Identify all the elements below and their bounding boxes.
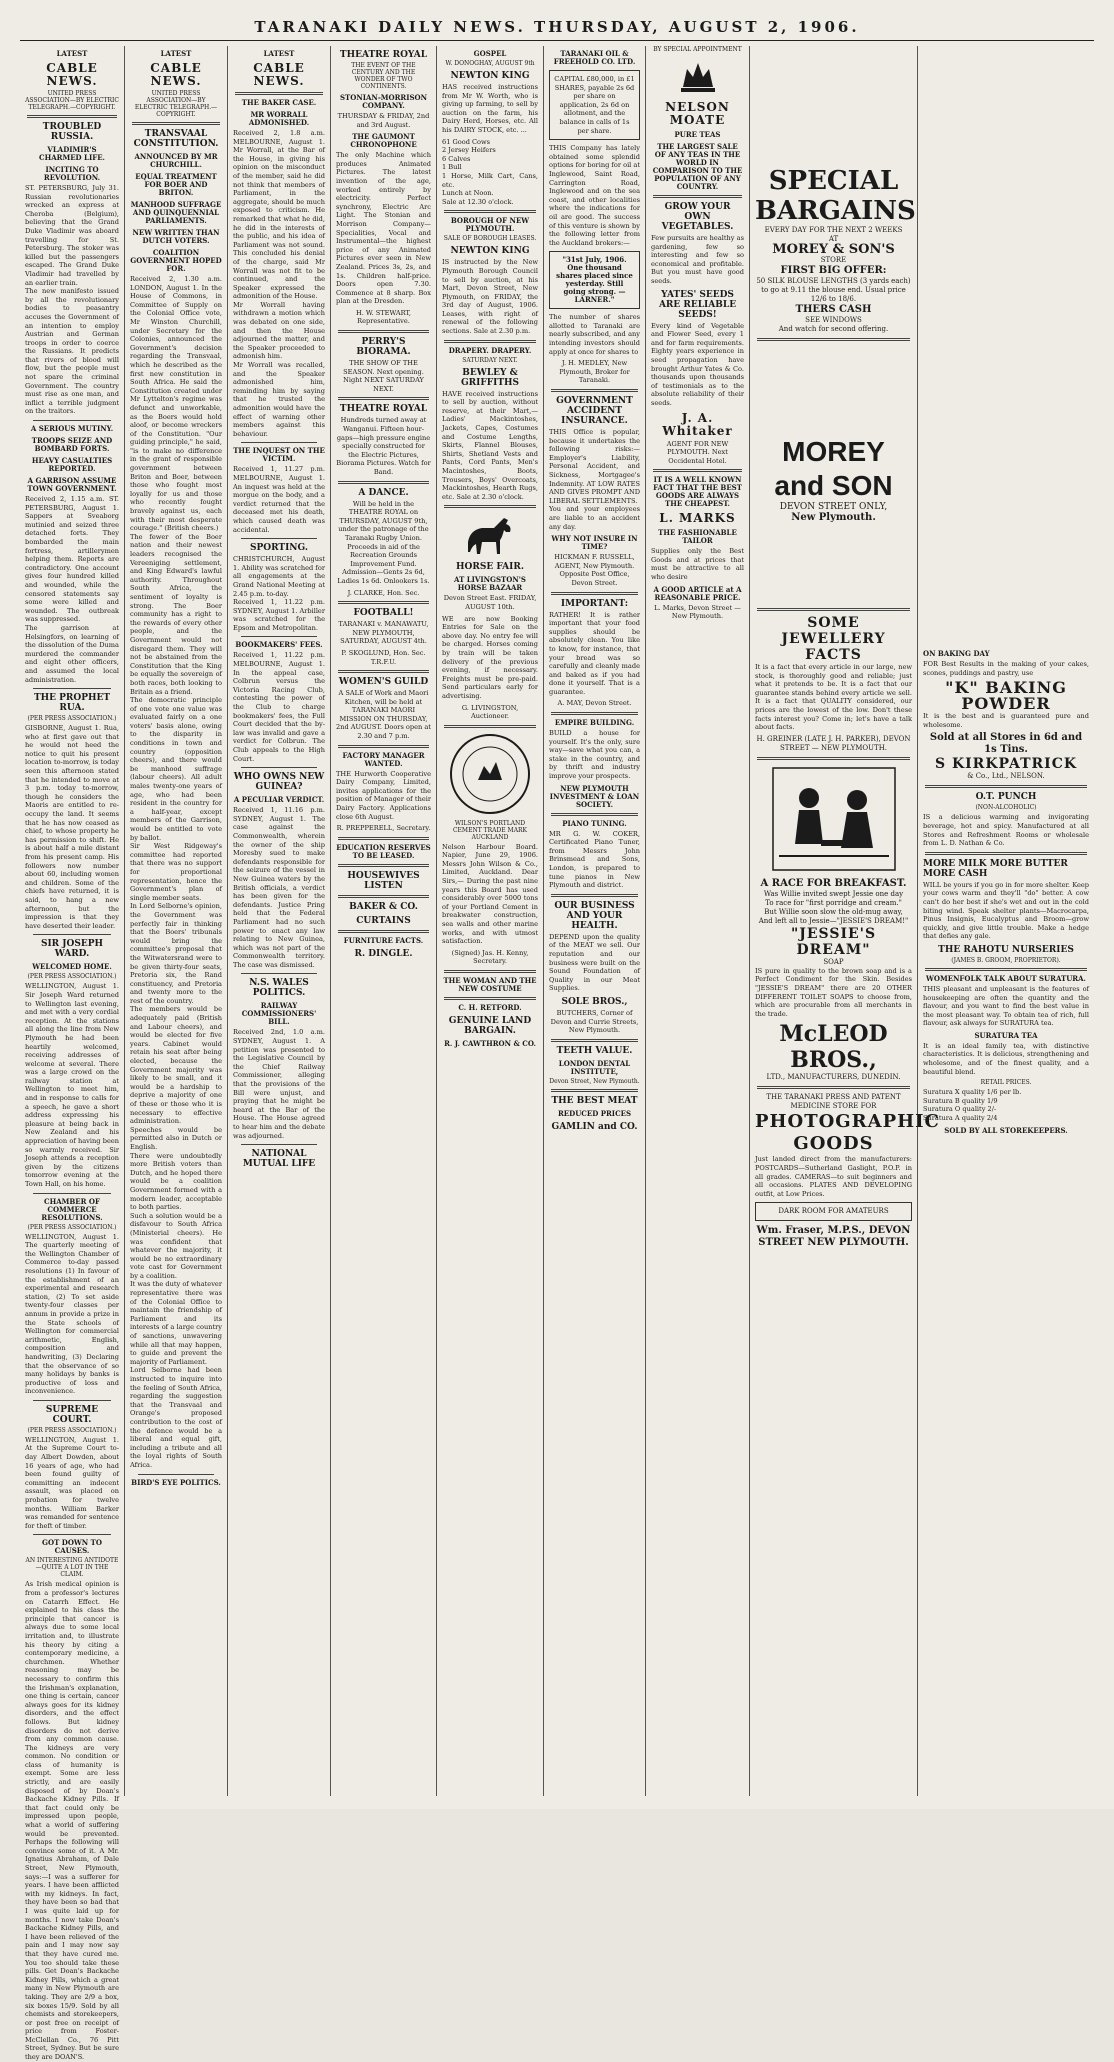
column-7	[646, 46, 750, 1796]
col2-sub: UNITED PRESS ASSOCIATION—BY ELECTRIC TELEGRAPH.—COPYRIGHT.	[134, 90, 218, 118]
col3-h7: NATIONAL MUTUAL LIFE	[242, 1149, 316, 1170]
col9-h7b: SURATURA TEA	[974, 1030, 1038, 1040]
col4-h4: A DANCE.	[358, 487, 409, 498]
col3-h3: SPORTING.	[249, 543, 309, 554]
divider	[27, 115, 117, 118]
col6-p7: DEPEND upon the quality of the MEAT we sell. Our reputation and our business were built on the Sound Foundation of Quality in our Meat Supplies.	[549, 932, 643, 993]
col6-s2: WHY NOT INSURE IN TIME?	[551, 534, 638, 552]
col6-h3: IMPORTANT:	[560, 598, 629, 609]
col5-s4: AT LIVINGSTON'S HORSE BAZAAR	[454, 575, 526, 593]
divider	[925, 968, 1087, 971]
col6-h4: EMPIRE BUILDING.	[554, 718, 635, 728]
col1-p1: ST. PETERSBURG, July 31. Russian revolutionaries wrecked an express at Cheroba (Belgium), believing that the Grand Duke Vladimir was aboard travelling for St. Petersburg. The stoker was killed but the passengers escaped. The Grand Duke Vladimir had travelled by an earlier train. The new manifesto issued by all the revolutionary bodies to peasantry accuses the Government of an intention to employ Austrian and German troops in order to coerce the Russians. It predicts that rivers of blood will flow, but the people must not spare the criminal Government. The country must rise as one man, and inflict a terrible judgment on the traitors.	[25, 184, 119, 416]
col6-h1: TARANAKI OIL & FREEHOLD CO. LTD.	[553, 49, 636, 66]
col5-p4: Devon Street East. FRIDAY, AUGUST 10th.	[443, 594, 539, 611]
col6-h7: OUR BUSINESS AND YOUR HEALTH.	[554, 900, 635, 931]
col8-p7: IS pure in quality to the brown soap and is a Perfect Condiment for the Skin. Besides "JESSIE'S DREAM" there are 20 OTHER DIFFERENT TOILET SOAPS to choose from, which are procurable from all merchants in the trade.	[755, 966, 915, 1018]
col7-p6: Supplies only the Best Goods and at prices that must be attractive to all who desire	[651, 547, 747, 582]
col4-h1c: THE GAUMONT CHRONOPHONE	[350, 132, 417, 150]
col6-sig2: HICKMAN F. RUSSELL, AGENT, New Plymouth. Opposite Post Office, Devon Street.	[554, 553, 637, 587]
col5-s2: SALE OF BOROUGH LEASES.	[443, 235, 537, 243]
column-4	[331, 46, 437, 1796]
col4-sig5: P. SKOGLUND, Hon. Sec. T.R.F.U.	[341, 648, 428, 666]
divider	[338, 895, 429, 898]
col5-sig5: (Signed) Jas. H. Kenny, Secretary.	[451, 948, 531, 966]
col1-kicker: LATEST	[56, 49, 88, 58]
blank-space	[755, 46, 912, 166]
col8-s4: DEVON STREET ONLY,	[779, 502, 888, 512]
col4-p7: THE Hurworth Cooperative Dairy Company, Limited, invites applications for the position of Manager of their Dairy Factory. Applications close 6th August.	[336, 769, 434, 821]
divider	[235, 92, 323, 95]
col6-h9: LONDON DENTAL INSTITUTE,	[558, 1058, 631, 1076]
col8-sig9: Wm. Fraser, M.P.S., DEVON STREET NEW PLYMOUTH.	[756, 1225, 911, 1249]
masthead: TARANAKI DAILY NEWS. THURSDAY, AUGUST 2, 1906.	[254, 18, 860, 36]
col7-seal-note: BY SPECIAL APPOINTMENT	[653, 46, 742, 53]
col1-s5: (PER PRESS ASSOCIATION.)	[27, 1223, 117, 1231]
col8-p6: Was Willie invited swept Jessie one day To race for "first porridge and cream." But Willie soon slow the old-mug away, And left all to Jessie—"JESSIE'S DREAM!"	[758, 889, 909, 925]
divider	[925, 785, 1087, 788]
divider	[33, 1534, 111, 1535]
col9-sig7: SOLD BY ALL STOREKEEPERS.	[944, 1125, 1068, 1135]
col2-s1: ANNOUNCED BY MR CHURCHILL.	[134, 152, 218, 169]
col4-h5: FOOTBALL!	[353, 608, 414, 619]
col8-h3: THERS CASH	[795, 304, 872, 315]
divider	[241, 538, 317, 539]
col5-p4b: WE are now Booking Entries for Sale on the above day. No entry fee will be charged. Horses coming by train will be taken delivery of the previous evening, if necessary. Freights must be pre-paid. Send particulars early for advertising.	[442, 614, 541, 700]
col8-s1b: STORE	[820, 256, 847, 264]
col5-p2: IS instructed by the New Plymouth Borough Council to sell by auction, at his Mart, Devon Street, New Plymouth, on FRIDAY, the 3rd day of August, 1906. Leases, with right of renewal of the following sections. Sale at 2.30 p.m.	[442, 258, 541, 336]
col7-p1: THE LARGEST SALE OF ANY TEAS IN THE WORLD IN COMPARISON TO THE POPULATION OF ANY COUNTRY.	[652, 142, 743, 191]
col9-h1: ON BAKING DAY	[923, 649, 990, 658]
col6-sig1: J. H. MEDLEY, New Plymouth, Broker for Taranaki.	[559, 359, 632, 385]
col3-h5: WHO OWNS NEW GUINEA?	[233, 772, 325, 793]
divider	[444, 725, 536, 728]
col9-p4: IS a delicious warming and invigorating beverage, hot and spicy. Manufactured at all Stores and Refreshment Rooms or wholesale from L. D. Nathan & Co.	[923, 813, 1092, 848]
col7-h2: GROW YOUR OWN VEGETABLES.	[661, 202, 734, 232]
col1-title: CABLE NEWS.	[46, 61, 98, 88]
col3-p6: Received 2nd, 1.0 a.m. SYDNEY, August 1. A petition was presented to the Legislative Council by the Chief Railway Commissioner, alleging that the provisions of the Bill were unjust, and praying that he might be heard at the Bar of the House. The House agreed to hear him and the debate was adjourned.	[233, 1028, 328, 1140]
col8-h9c: DARK ROOM FOR AMATEURS	[755, 1202, 912, 1221]
col1-h6: SUPREME COURT.	[45, 1404, 99, 1425]
col9-h4: O.T. PUNCH	[975, 792, 1037, 803]
divider	[757, 757, 910, 760]
column-3	[228, 46, 331, 1796]
divider	[338, 397, 429, 400]
col6-h10b: REDUCED PRICES	[557, 1108, 632, 1118]
blank-space	[755, 524, 912, 604]
divider	[33, 688, 111, 689]
col6-sig10: GAMLIN and CO.	[551, 1121, 638, 1132]
col1-p7: As Irish medical opinion is from a professor's lectures on Catarrh Effect. He explained to his class the principle that cancer is always due to some local irritation and, to illustrate his theory by citing a contemporary medicine, a churchmen. Whether reasoning may be necessary to confirm this the Irishman's explanation, one thing is certain, cancer always goes for its kidney disorders, and the effect follows. But kidney disorders do not derive from any common cause. The kidneys are very common. No condition or class of humanity is exempt. Some are less strictly, and are easily disposed of by Doan's Backache Kidney Pills. If that fact could only be impressed upon people, what a world of suffering would be prevented. Perhaps the following will convince some of it. A Mr. Ignatius Abraham, of Dale Street, New Plymouth, says:—I was a sufferer for years. I have been afflicted with my kidneys. In fact, they have been so bad that I was quite laid up for months. I now take Doan's Backache Kidney Pills, and I have been relieved of the pain and I may now say that they have cured me. You too should take these pills. Get Doan's Backache Kidney Pills, which a great many in New Plymouth are taking. They are 2/9 a box, six boxes 15/9. Sold by all chemists and storekeepers, or post free on receipt of price from Foster-McClellan Co., 76 Pitt Street, Sydney. But be sure they are DOAN'S.	[25, 1580, 122, 2062]
col6-quote: "31st July, 1906. One thousand shares placed since yesterday. Still going strong. —LARNER."	[549, 251, 640, 309]
col1-s7: AN INTERESTING ANTIDOTE—QUITE A LOT IN THE CLAIM.	[25, 1557, 119, 1579]
divider	[653, 195, 742, 198]
col3-s1: MR WORRALL ADMONISHED.	[248, 110, 310, 127]
col8-s7: SOAP	[823, 957, 844, 966]
col6-p6: MR G. W. COKER, Certificated Piano Tuner, from Messrs John Brinsmead and Sons, London, is prepared to tune pianos in New Plymouth and district.	[549, 829, 643, 890]
divider	[551, 592, 638, 595]
col2-s1d: NEW WRITTEN THAN DUTCH VOTERS.	[132, 228, 220, 245]
col4-h8: EDUCATION RESERVES TO BE LEASED.	[336, 842, 431, 860]
col7-h6: L. MARKS	[659, 511, 736, 526]
col6-h6: PIANO TUNING.	[562, 818, 627, 828]
divider	[33, 420, 111, 421]
col9-p1: FOR Best Results in the making of your cakes, scones, puddings and pastry, use	[923, 660, 1092, 677]
col3-kicker: LATEST	[263, 49, 295, 58]
col4-p1b: The only Machine which produces Animated Pictures. The latest invention of the age, worked entirely by electricity. Perfect synchrony, Electric Arc Light. The Stonian and Morrison Company—Specialities, Vocal and Instrumental—the highest price of any Animated Pictures ever seen in New Zealand. Prices 3s, 2s, and 1s. Children half-price. Doors open 7.30. Commence at 8 sharp. Box plan at the Dresden.	[336, 151, 434, 306]
divider	[241, 1144, 317, 1145]
col9-h5: MORE MILK MORE BUTTER MORE CASH	[923, 858, 1068, 879]
col4-sig1: H. W. STEWART, Representative.	[355, 308, 414, 326]
col7-h1: NELSON MOATE	[665, 100, 730, 127]
col6-s9: Devon Street, New Plymouth.	[549, 1077, 640, 1085]
col9-p7b: It is an ideal family tea, with distinctive characteristics. It is delicious, strengthening and wholesome, and of the finest quality, and a beautiful blend.	[923, 1041, 1092, 1076]
col8-s3: SEE WINDOWS	[805, 316, 862, 324]
col4-h9: HOUSEWIVES LISTEN	[347, 870, 420, 891]
col3-p1: Received 2, 1.8 a.m. MELBOURNE, August 1. Mr Worrall, at the Bar of the House, in giving his opinion on the misconduct of the member, said he did not think that members of Parliament, in the aggregate, should be much exposed to criticism. He remarked that what he did, he did in the interests of the public, and his idea of Parliament was not sound. This concluded his denial of the charge, said Mr Worrall was not fit to be continued, and the Speaker expressed the admonition of the House. Mr Worrall having withdrawn a motion which was debated on one side, and then the House adjourned the matter, and the Speaker proceeded to admonish him. Mr Worrall was recalled, and the Speaker admonished him, reminding him by saying that he trusted the admonition would have the effect of warning other members against this behaviour.	[233, 129, 325, 438]
col6-p1c: The number of shares allotted to Taranaki are nearly subscribed, and any intending investors should apply at once for shares to	[549, 313, 643, 356]
divider	[338, 930, 429, 933]
col3-h2: THE INQUEST ON THE VICTIM.	[233, 446, 325, 464]
col4-p5: TARANAKI v. MANAWATU, NEW PLYMOUTH, SATURDAY, AUGUST 4th.	[338, 620, 431, 646]
col9-p7c: Suratura X quality 1/6 per lb. Suratura B quality 1/9 Suratura O quality 2/- Suratura A quality 2/4	[923, 1088, 1022, 1123]
col8-p1: EVERY DAY FOR THE NEXT 2 WEEKS	[764, 226, 903, 234]
column-9	[918, 46, 1094, 1796]
divider	[338, 601, 429, 604]
divider	[444, 210, 536, 213]
col4-sig4: J. CLARKE, Hon. Sec.	[347, 588, 420, 597]
col9-s7: RETAIL PRICES.	[980, 1079, 1032, 1087]
col2-s1c: MANHOOD SUFFRAGE AND QUINQUENNIAL PARLIAMENTS.	[130, 200, 222, 225]
col9-s4: (NON-ALCOHOLIC)	[975, 804, 1037, 812]
col4-h10b: CURTAINS	[356, 915, 411, 926]
col6-p7b: BUTCHERS, Corner of Devon and Currie Streets, New Plymouth.	[550, 1008, 641, 1035]
col3-s5: A PECULIAR VERDICT.	[233, 795, 325, 805]
col1-s4: WELCOMED HOME.	[32, 962, 112, 972]
col8-p9: Just landed direct from the manufacturers: POSTCARDS—Sutherland Gaslight, P.O.P. in all grades. CAMERAS—to suit beginners and all occasions. PLATES AND DEVELOPING outfit, at Low Prices.	[755, 1155, 915, 1198]
col8-h9b: PHOTOGRAPHIC GOODS	[755, 1111, 940, 1155]
col1-s2c: A GARRISON ASSUME TOWN GOVERNMENT.	[27, 476, 117, 494]
cement-trade-mark-seal-icon	[448, 732, 532, 816]
col4-s1: THE EVENT OF THE CENTURY AND THE WONDER OF TWO CONTINENTS.	[351, 62, 416, 90]
divider	[241, 442, 317, 443]
divider	[551, 894, 638, 897]
divider	[925, 852, 1087, 855]
col8-s1: AT	[828, 235, 839, 243]
col5-h2b: NEWTON KING	[450, 246, 530, 257]
col4-h6: WOMEN'S GUILD	[338, 677, 429, 688]
col9-h3: S KIRKPATRICK	[934, 756, 1078, 773]
col3-title: CABLE NEWS.	[253, 61, 305, 88]
col6-h5: NEW PLYMOUTH INVESTMENT & LOAN SOCIETY.	[549, 783, 640, 809]
divider	[241, 973, 317, 974]
divider	[33, 1193, 111, 1194]
col8-h8: McLEOD BROS.,	[779, 1021, 888, 1074]
divider	[444, 970, 536, 973]
col2-s1e: COALITION GOVERNMENT HOPED FOR.	[130, 248, 222, 273]
col5-p1b: 61 Good Cows 2 Jersey Heifers 6 Calves 1 Bull 1 Horse, Milk Cart, Cans, etc. Lunch at Noon. Sale at 12.30 o'clock.	[442, 137, 538, 206]
col1-p4: WELLINGTON, August 1. Sir Joseph Ward returned to Wellington last evening, and met with a very cordial reception. At the stations all along the line from New Plymouth he had been heartily welcomed, receiving addresses of welcome at several. There was a large crowd on the railway station at Wellington to meet him, and in response to calls for a speech, he gave a short address expressing his pleasure at being back in New Zealand and his appreciation of having been so warmly received. Sir Joseph attends a reception given by the citizens tomorrow evening at the Town Hall, on his home.	[25, 982, 122, 1188]
col1-p2: Received 2, 1.15 a.m. ST. PETERSBURG, August 1. Sappers at Sveaborg mutinied and seized three detached forts. They bombarded the main fortress, artillerymen helping them. Reports are contradictory. One account gives four hundred killed and wounded, while the censored statements say some were killed and wounded. The outbreak was suppressed. The garrison at Helsingfors, on learning of the dissolution of the Duma murdered the commander and eight other officers, and assumed the local administration.	[25, 495, 119, 684]
col8-h7: "JESSIE'S DREAM"	[790, 925, 877, 958]
column-8	[750, 46, 940, 1796]
divider	[757, 338, 910, 341]
col3-s6: RAILWAY COMMISSIONERS' BILL.	[241, 1001, 317, 1027]
col8-h1b: MOREY & SON'S	[772, 242, 895, 257]
col5-p5: Nelson Harbour Board. Napier, June 29, 1906. Messrs John Wilson & Co., Limited, Auckland. Dear Sirs,— During the past nine years this Board has used considerably over 5000 tons of your Portland Cement in breakwater construction, sea walls and other marine works, and with utmost satisfaction.	[442, 842, 541, 946]
divider	[338, 837, 429, 840]
columns	[20, 46, 1094, 2062]
col1-h3: THE PROPHET RUA.	[33, 693, 111, 714]
divider	[551, 712, 638, 715]
col5-p3: HAVE received instructions to sell by auction, without reserve, at their Mart,— Ladies' Mackintoshes, Jackets, Capes, Costumes and Costume Lengths, Skirts, Flannel Blouses, Shirts, Shetland Vests and Pants, Cord Pants, Men's Macintoshes, Boots, Trousers, Boys' Overcoats, Mackintoshes, Hearth Rugs, etc. Sale at 2.30 o'clock.	[442, 389, 541, 501]
col1-h2: A SERIOUS MUTINY.	[30, 424, 114, 434]
col6-h8: TEETH VALUE.	[556, 1045, 633, 1056]
masthead-rule	[20, 40, 1094, 41]
col9-p2: It is the best and is guaranteed pure and wholesome.	[923, 712, 1092, 729]
col5-h3: DRAPERY. DRAPERY.	[448, 345, 532, 355]
royal-crest-icon	[673, 57, 723, 97]
col1-p5: WELLINGTON, August 1. The quarterly meeting of the Wellington Chamber of Commerce to-day passed resolutions (1) In favour of the establishment of an experimental and research station, (2) To set aside twenty-four classes per annum in provide a prize in the State schools of Wellington for commercial arithmetic, English, composition and handwriting, (3) Declaring that the observance of so many holidays by banks is productive of loss and inconvenience.	[25, 1232, 122, 1396]
col4-h7: FACTORY MANAGER WANTED.	[342, 750, 425, 768]
col6-h10: THE BEST MEAT	[551, 1095, 638, 1106]
divider	[241, 767, 317, 768]
col6-p1: CAPITAL £80,000, in £1 SHARES, payable 2s 6d per share on application, 2s 6d on allotment, and the balance in calls of 1s per share.	[549, 70, 640, 140]
divider	[33, 1400, 111, 1401]
horse-icon	[460, 512, 520, 558]
col9-h6: THE RAHOTU NURSERIES	[938, 944, 1074, 955]
col2-title: CABLE NEWS.	[150, 61, 202, 88]
divider	[757, 608, 910, 611]
col5-h2: BOROUGH OF NEW PLYMOUTH.	[450, 216, 530, 234]
col2-h2: BIRD'S EYE POLITICS.	[131, 1477, 221, 1487]
divider	[338, 670, 429, 673]
col8-h2: FIRST BIG OFFER:	[780, 265, 887, 276]
col1-s2: TROOPS SEIZE AND BOMBARD FORTS.	[31, 436, 113, 454]
col4-sig7: R. PREPPERELL, Secretary.	[336, 824, 431, 833]
divider	[653, 469, 742, 472]
col4-h1: THEATRE ROYAL	[339, 50, 428, 60]
col8-s4b: New Plymouth.	[791, 512, 876, 523]
divider	[138, 1474, 214, 1475]
divider	[132, 122, 220, 125]
col5-sig4: G. LIVINGSTON, Auctioneer.	[461, 703, 521, 721]
col7-s1: PURE TEAS	[674, 130, 721, 139]
divider	[33, 934, 111, 935]
divider	[551, 1089, 638, 1092]
col7-h4: J. A. Whitaker	[662, 410, 733, 438]
divider	[444, 340, 536, 343]
col2-h1: TRANSVAAL CONSTITUTION.	[133, 129, 219, 149]
divider	[241, 636, 317, 637]
col6-p3: RATHER! It is rather important that your food supplies should be absolutely clean. You like to know, for instance, that your bread was so carefully and cleanly made and baked as if you had done it yourself. That is a guarantee.	[549, 610, 643, 696]
col2-p1: Received 2, 1.30 a.m. LONDON, August 1. In the House of Commons, in Committee of Supply on the Colonial Office vote, Mr Winston Churchill, under Secretary for the Colonies, announced the Government's decision regarding the Transvaal, which he described as the first new constitution in South Africa. He said the Constitution created under Mr Lyttelton's regime was defunct and unworkable, as the Boers would hold aloof, or become wreckers of the Constitution. "Our guiding principle," he said, "is to make no difference in the grant of responsible government between Briton and Boer, between those who fought most loyally for us and those who recently fought bravely against us, each with their most desperate courage." (British cheers.) The fewer of the Boer nation and their newest leaders recognised the Vereeniging settlement, and King Edward's lawful authority. Throughout South Africa, the sentiment of loyalty is strong. The Boer community has a right to the rewards of every other people, and the Government would not disregard them. They will not be abstained from the Constitution that the King be equally the sovereign of both races, both looking to Britain as a friend. The democratic principle of one vote one value was evaluated fairly on a one voters' basis alone, owing to the disparity in conditions in town and country (opposition cheers), and there would be manhood suffrage (labour cheers). All adult males twenty-one years of age, who had been resident in the country for a half-year, except members of the Garrison, would be entitled to vote by ballot. Sir West Ridgeway's committee had reported that there was no support for proportional representation, hence the Government's plan of single member seats. In Lord Selborne's opinion, the Government was perfectly fair in thinking that the Boers' tribunals would bring the committee's proposal that the Witwatersrand were to be given thirty-four seats, Pretoria six, the Rand constituency, and Pretoria and twenty more to the rest of the country. The members would be adequately paid (British and Labour cheers), and would be elected for five years. Cabinet would retain his seat after being elected, because the Government majority was likely to be small, and it would be a hardship to deprive a majority of one of these or those who it is necessary to effective administration. Speeches would be permitted also in Dutch or English. There were undoubtedly more British voters than Dutch, and he hoped there would be a coalition Government formed with a modern leader, acceptable to both parties. Such a solution would be a disfavour to South Africa (Ministerial cheers). He was confident that whatever the majority, it would be no extraordinary vote cast for Government by a coalition. It was the duty of whatever representative there was of the Colonial Office to maintain the friendship of Parliament and its interests of a large country of sanctions, unwavering while all that may happen, to guide and prevent the majority of Parliament. Lord Selborne had been instructed to inquire into the feeling of South Africa, regarding the suggestion that the Transvaal and Orange's proposed contribution to the cost of the defence would be a liberal and equal gift, including a tribute and all the loyal rights of South Africa.	[130, 275, 222, 1469]
col7-s6b: A GOOD ARTICLE at A REASONABLE PRICE.	[653, 584, 742, 602]
col1-s2b: HEAVY CASUALTIES REPORTED.	[31, 456, 113, 474]
col9-p5: WILL be yours if you go in for more shelter. Keep your cows warm and they'll "do" better. A cow can't do her best if she's wet and out in the cold biting wind. Speak shelter plants—Macrocarpa, Pinus Insignis, Eucalyptus and Broom—grow quickly, and give little trouble. Make a hedge that defies any gale.	[923, 880, 1092, 941]
col8-h9: THE TARANAKI PRESS AND PATENT MEDICINE STORE FOR	[766, 1093, 901, 1111]
col9-h7: WOMENFOLK TALK ABOUT SURATURA.	[925, 973, 1086, 983]
col8-h5: SOME JEWELLERY FACTS	[781, 615, 886, 663]
col3-h4: BOOKMAKERS' FEES.	[235, 640, 323, 650]
col4-p4: Will be held in the THEATRE ROYAL on THURSDAY, AUGUST 9th, under the patronage of the Taranaki Rugby Union. Proceeds in aid of the Recreation Grounds Improvement Fund. Admission—Gents 2s 6d, Ladies 1s 6d. Onlookers 1s.	[337, 499, 431, 585]
breakfast-illustration-icon	[769, 764, 899, 874]
col5-h8: GENUINE LAND BARGAIN.	[448, 1016, 532, 1036]
col1-p6: WELLINGTON, August 1. At the Supreme Court to-day Albert Dowden, about 16 years of age, who had been found guilty of committing an indecent assault, was placed on probation for twelve months. William Barker was remanded for sentence for theft of timber.	[25, 1435, 122, 1530]
col9-p7: THIS pleasant and unpleasant is the features of housekeeping are often the quantity and the flavour, and you want to find the best value in the most pleasant way. To obtain tea of rich, full flavour, ask always for SURATURA tea.	[923, 984, 1092, 1028]
col9-sig6: (JAMES B. GROOM, PROPRIETOR).	[951, 956, 1061, 964]
col5-h6: THE WOMAN AND THE NEW COSTUME	[443, 976, 537, 993]
col5-h3b: BEWLEY & GRIFFITHS	[460, 367, 520, 388]
col5-h1: GOSPEL	[473, 49, 507, 58]
col1-s3: (PER PRESS ASSOCIATION.)	[27, 715, 117, 723]
blank-space	[755, 345, 912, 435]
divider	[551, 389, 638, 392]
col4-h3: THEATRE ROYAL	[339, 404, 428, 415]
col6-p1b: THIS Company has lately obtained some splendid options for boring for oil at Inglewood, Saint Road, Carrington Road, Inglewood and on the sea coast, and other localities where the indications for oil are good. The success of this venture is shown by the following letter from the Auckland brokers:—	[549, 144, 643, 247]
col5-s1: W. DONOGHAY, AUGUST 9th	[445, 60, 535, 67]
col3-h6: N.S. WALES POLITICS.	[249, 978, 309, 999]
col4-p6: A SALE of Work and Maori Kitchen, will be held at TARANAKI MAORI MISSION ON THURSDAY, 2nd AUGUST. Doors open at 2.30 and 7 p.m.	[336, 689, 434, 741]
col6-sig3: A. MAY, Devon Street.	[557, 699, 632, 708]
divider	[338, 481, 429, 484]
col1-s1b: INCITING TO REVOLUTION.	[43, 165, 101, 182]
col3-h1: THE BAKER CASE.	[241, 98, 317, 107]
col1-s1: VLADIMIR'S CHARMED LIFE.	[39, 145, 105, 162]
col1-h1: TROUBLED RUSSIA.	[42, 122, 102, 142]
col4-h10: BAKER & CO.	[349, 901, 418, 912]
col5-seal-text: WILSON'S PORTLAND CEMENT TRADE MARK AUCKLAND	[452, 819, 528, 841]
column-5	[437, 46, 544, 1796]
col7-p3: Every kind of Vegetable and Flower Seed, every 1 and for farm requirements. Eighty years experience in seed propagation have brought Arthur Yates & Co. thousands upon thousands of testimonials as to the absolute reliability of their seeds.	[651, 321, 747, 407]
divider	[551, 1039, 638, 1042]
col4-p2: THE SHOW OF THE SEASON. Next opening. Night NEXT SATURDAY NEXT.	[343, 359, 427, 393]
col3-p5: Received 1, 11.16 p.m. SYDNEY, August 1. The case against the Commonwealth, wherein the owner of the ship Moresby sued to make defendants responsible for the seizure of the vessel in New Guinea waters by the British officials, a verdict has been given for the defendants. Justice Pring held that the Federal Parliament had no such power to enact any law relating to New Guinea, which was not part of the Commonwealth territory. The case was dismissed.	[233, 806, 328, 969]
col7-s6: THE FASHIONABLE TAILOR	[658, 528, 737, 546]
col3-p4: Received 1, 11.22 p.m. MELBOURNE, August 1. In the appeal case, Colbrun versus the Victoria Racing Club, contesting the power of the Club to charge bookmakers' fees, the Full Court decided that the by-law was invalid and gave a verdict for Colbrun. The Club appeals to the High Court.	[233, 651, 328, 763]
col7-h3: YATES' SEEDS ARE RELIABLE SEEDS!	[658, 289, 737, 320]
col8-s8: LTD., MANUFACTURERS, DUNEDIN.	[766, 1073, 901, 1082]
divider	[757, 1086, 910, 1089]
col2-s1b: EQUAL TREATMENT FOR BOER AND BRITON.	[135, 172, 217, 197]
column-6	[544, 46, 646, 1796]
col1-h7: GOT DOWN TO CAUSES.	[42, 1538, 102, 1556]
col4-sig11: R. DINGLE.	[354, 948, 413, 959]
col8-p2: 50 SILK BLOUSE LENGTHS (3 yards each) to go at 9.11 the blouse end. Usual price 12/6 to 18/6.	[756, 277, 911, 303]
column-2	[125, 46, 228, 1796]
col8-p5: It is a fact that every article in our large, new stock, is thoroughly good and reliable; just what it pretends to be. It is a fact that our guarantee stands behind every article we sell. It is a fact that QUALITY considered, our prices are the lowest of the low. Don't these facts interest you? Come in; let's have a talk about facts.	[755, 663, 915, 732]
col8-p3: And watch for second offering.	[778, 325, 889, 333]
col8-h6: A RACE FOR BREAKFAST.	[760, 877, 907, 889]
col5-h7: C. H. RETFORD.	[458, 1003, 522, 1012]
col7-p2: Few pursuits are healthy as gardening, few so interesting and few so economical and profitable. But you must have good seeds.	[651, 234, 747, 285]
col8-sig5: H. GREINER (LATE J. H. PARKER), DEVON STREET — NEW PLYMOUTH.	[756, 734, 911, 752]
col1-h4: SIR JOSEPH WARD.	[40, 939, 104, 960]
col1-h5: CHAMBER OF COMMERCE RESOLUTIONS.	[41, 1196, 103, 1222]
divider	[444, 997, 536, 1000]
column-1	[20, 46, 125, 2062]
col5-s3: SATURDAY NEXT.	[462, 356, 518, 364]
col8-h4: MOREY and SON	[774, 436, 893, 501]
col1-s6: (PER PRESS ASSOCIATION.)	[27, 1426, 117, 1434]
col5-h4: HORSE FAIR.	[456, 562, 524, 573]
divider	[338, 330, 429, 333]
col6-p4: BUILD a house for yourself. It's the only, sure way—save what you can, a stake in the country, and by thrift and industry improve your prospects.	[549, 729, 643, 781]
col3-p2: Received 1, 11.27 p.m. MELBOURNE, August 1. An inquest was held at the morgue on the body, and a verdict returned that the deceased met his death, which caused death was accidental.	[233, 465, 328, 534]
col4-h11: FURNITURE FACTS.	[343, 935, 424, 945]
col9-s2: Sold at all Stores in 6d and 1s Tins.	[929, 732, 1083, 756]
col5-p1: HAS received instructions from Mr W. Worth, who is giving up farming, to sell by auction on the farm, his Dairy Herd, Horses, etc. All his DAIRY STOCK, etc. ...	[442, 83, 541, 134]
col1-p3: GISBORNE, August 1. Rua, who at first gave out that he would not heed the notice to quit his present location to-morrow, is today seen this afternoon stated that he intended to move at 3 p.m. today to-morrow, though he considers the Maoris are entitled to re-occupy the land. It seems that he has now ceased as chief, to whose property he has permission to shift. He is about half a mile distant from his present camp. His followers now number about 60, including women and children. Some of the chiefs have returned, it is said, to hang a new afternoon, but the impression is that they have deserted their leader.	[25, 724, 122, 930]
col7-sig6: L. Marks, Devon Street — New Plymouth.	[654, 603, 743, 621]
col4-p3: Hundreds turned away at Wanganui. Fifteen hour-gaps—high pressure engine specially constructed for the Electric Pictures, Biorama Pictures. Watch for Band.	[336, 416, 433, 476]
col9-s3: & Co., Ltd., NELSON.	[967, 772, 1045, 781]
col6-h7b: SOLE BROS.,	[561, 996, 628, 1007]
col6-p2: THIS Office is popular, because it undertakes the following risks:— Employer's Liability, Personal Accident, and Sickness, Mortgagee's Indemnity. AT LOW RATES AND GIVES PROMPT AND LIBERAL SETTLEMENTS. You and your employees are liable to an accident any day.	[549, 428, 640, 531]
divider	[338, 864, 429, 867]
col4-h2: PERRY'S BIORAMA.	[356, 337, 411, 358]
col4-h1b: STONIAN-MORRISON COMPANY.	[339, 93, 428, 110]
col4-p1: THURSDAY & FRIDAY, 2nd and 3rd August.	[337, 112, 432, 129]
col5-h1b: NEWTON KING	[450, 71, 530, 81]
divider	[444, 505, 536, 508]
col7-h5: IT IS A WELL KNOWN FACT THAT THE BEST GOODS ARE ALWAYS THE CHEAPEST.	[653, 475, 742, 509]
divider	[338, 745, 429, 748]
col2-kicker: LATEST	[160, 49, 192, 58]
col3-p3: CHRISTCHURCH, August 1. Ability was scratched for all engagements at the Grand National Meeting at 2.45 p.m. to-day. Received 1, 11.22 p.m. SYDNEY, August 1. Arbiller was scratched for the Epsom and Metropolitan.	[233, 555, 325, 632]
col1-sub: UNITED PRESS ASSOCIATION—BY ELECTRIC TELEGRAPH.—COPYRIGHT.	[25, 90, 119, 111]
col9-h2: "K" BAKING POWDER	[945, 678, 1067, 714]
col8-h1: SPECIAL BARGAINS	[755, 166, 916, 226]
col7-p4: AGENT FOR NEW PLYMOUTH. Next Occidental Hotel.	[666, 439, 731, 465]
divider	[551, 813, 638, 816]
col6-h2: GOVERNMENT ACCIDENT INSURANCE.	[556, 396, 633, 427]
col1-s4b: (PER PRESS ASSOCIATION.)	[27, 973, 117, 981]
blank-space	[923, 46, 1089, 646]
col5-sig8: R. J. CAWTHRON & CO.	[444, 1039, 536, 1048]
